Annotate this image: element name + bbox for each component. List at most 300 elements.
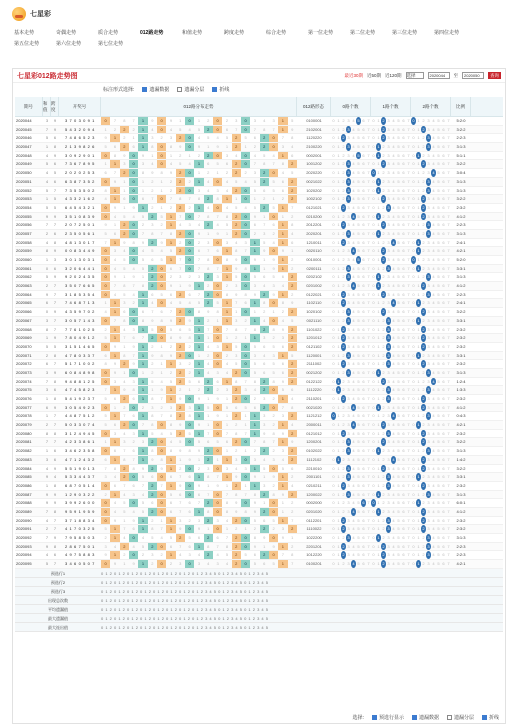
zone-cell: 2 <box>272 448 275 454</box>
zone-cell: 2 <box>253 396 257 401</box>
span-cell: 9 <box>53 309 57 315</box>
count-cell: 4 <box>352 500 355 506</box>
count-cell: 2 <box>422 343 425 349</box>
numbers-cell: 3 9 9 2 6 0 0 <box>64 500 96 506</box>
count-cell: 5 <box>397 491 400 497</box>
zone-cell: 4 <box>281 170 285 176</box>
zone-cell: 0 <box>101 317 110 325</box>
count-cell: 2 <box>422 257 425 262</box>
zone-cell: 0 <box>269 465 278 473</box>
count-cell: 6 <box>402 213 405 219</box>
zone-cell: 0 <box>157 152 166 160</box>
count-cell: 2 <box>342 283 345 289</box>
zone-cell: 1 <box>110 386 119 394</box>
nav-item[interactable]: 第四位走势 <box>434 30 460 36</box>
zone-cell: 0 <box>241 213 250 221</box>
table-body <box>15 117 503 569</box>
zone-cell: 8 <box>253 378 257 384</box>
count-cell: 3 <box>427 535 430 540</box>
count-cell: 1 <box>417 126 420 132</box>
count-cell: 7 <box>407 543 410 549</box>
zone-cell: 2 <box>204 291 213 299</box>
zone-cell: 8 <box>207 265 210 271</box>
count-cell: 5 <box>357 265 360 271</box>
count-cell: 1 <box>337 543 340 549</box>
nav-item[interactable]: 第五位走势 <box>14 41 40 47</box>
zone-cell: 2 <box>272 482 275 488</box>
span-cell: 8 <box>53 378 57 384</box>
table-row <box>15 369 503 378</box>
recent-30-link[interactable]: 最近30期 <box>344 72 363 78</box>
count-cell: 2 <box>422 543 425 549</box>
zone-cell: 9 <box>132 204 135 210</box>
count-cell: 4 <box>432 187 435 193</box>
count-cell: 1 <box>377 335 380 341</box>
nav-item[interactable]: 第六位走势 <box>56 41 82 47</box>
zone-cell: 4 <box>169 126 173 132</box>
zone-cell: 2 <box>169 343 173 349</box>
nav-item[interactable]: 基本走势 <box>14 30 35 36</box>
zone-cells <box>101 282 297 290</box>
count-cell: 2 <box>422 361 425 367</box>
zone-cell: 2 <box>151 204 154 210</box>
period-select[interactable]: 选择 <box>406 72 424 79</box>
count-cell: 0 <box>412 474 415 480</box>
zone-cell: 2 <box>260 178 269 186</box>
count-cell: 4 <box>432 491 435 497</box>
count-cell: 6 <box>402 204 405 210</box>
count-cell: 6 <box>442 396 445 401</box>
sum-cell: 3 <box>45 118 49 123</box>
count-cell: 7 <box>407 274 410 280</box>
count-cell: 7 <box>447 508 450 514</box>
zone-cell: 1 <box>278 560 287 568</box>
count-cell: 1 <box>337 369 340 375</box>
span-cell: 9 <box>53 213 57 219</box>
zone-cell: 0 <box>101 291 110 299</box>
count-cell: 5 <box>397 396 400 401</box>
code-cell: 1001202 <box>306 161 322 167</box>
count-cell: 5 <box>437 326 440 332</box>
count-cell: 4 <box>352 326 355 332</box>
count-cell: 2 <box>342 404 345 410</box>
zone-cell: 0 <box>157 543 166 551</box>
count-cell: 6 <box>362 404 365 410</box>
zone-cell: 3 <box>113 378 117 384</box>
count-cells <box>331 430 451 438</box>
ratio-cell: 3:1:3 <box>456 369 466 375</box>
period-cell: 2020059 <box>16 248 32 254</box>
nav-item[interactable]: 和值走势 <box>182 30 203 36</box>
count-cell: 3 <box>347 343 350 349</box>
count-cell: 5 <box>357 178 360 184</box>
count-cell: 2 <box>382 448 385 454</box>
count-cell: 7 <box>407 291 410 297</box>
footer-opt-layer[interactable] <box>447 714 474 721</box>
period-cell: 2020073 <box>16 369 32 375</box>
count-cell: 6 <box>402 439 405 445</box>
zone-cell: 8 <box>151 526 154 532</box>
count-cell: 7 <box>407 526 410 532</box>
zone-cell: 2 <box>263 196 266 202</box>
count-cell: 3 <box>347 291 350 297</box>
zone-cells <box>101 525 297 533</box>
count-cell: 5 <box>357 152 360 158</box>
count-cell: 1 <box>377 517 380 523</box>
count-cell: 7 <box>367 317 370 323</box>
count-cell: 5 <box>357 118 360 123</box>
zone-cell: 3 <box>113 248 117 254</box>
zone-cell: 6 <box>291 387 294 393</box>
count-cell: 4 <box>392 257 395 262</box>
zone-cell: 2 <box>204 378 213 386</box>
count-cell: 0 <box>332 326 335 332</box>
count-cell: 0 <box>412 283 415 289</box>
span-cell: 7 <box>53 300 57 306</box>
count-cell: 3 <box>347 361 350 367</box>
zone-cell: 2 <box>232 134 241 142</box>
zone-cell: 2 <box>225 283 229 289</box>
count-cell: 5 <box>437 126 440 132</box>
count-cell: 0 <box>372 491 375 497</box>
count-cell: 3 <box>387 456 390 462</box>
count-cell: 1 <box>417 161 420 167</box>
zone-cell: 9 <box>253 257 257 262</box>
footer-opt-missing[interactable] <box>412 714 439 721</box>
span-cell: 8 <box>53 543 57 549</box>
count-cell: 3 <box>387 413 390 419</box>
count-cell: 1 <box>337 456 340 462</box>
count-cell: 3 <box>427 378 430 384</box>
count-cell: 0 <box>412 465 415 471</box>
zone-cell: 1 <box>166 213 175 221</box>
count-cell: 5 <box>437 482 440 488</box>
zone-cell: 9 <box>197 396 201 401</box>
count-cell: 4 <box>432 352 435 358</box>
count-cell: 5 <box>437 439 440 445</box>
span-cell: 6 <box>53 552 57 558</box>
zone-cell: 2 <box>188 274 191 280</box>
count-cell: 0 <box>332 413 335 419</box>
zone-cell: 2 <box>232 395 241 403</box>
nav-item[interactable]: 质合走势 <box>98 30 119 36</box>
zone-cell: 9 <box>151 456 154 462</box>
numbers-cell: 4 1 7 0 3 2 5 <box>64 526 96 532</box>
zone-cell: 0 <box>241 438 250 446</box>
zone-cell: 2 <box>288 282 297 290</box>
zone-cell: 5 <box>225 222 229 228</box>
zone-cell: 2 <box>216 387 219 393</box>
zone-cell: 8 <box>169 413 173 419</box>
period-cell: 2020062 <box>16 274 32 280</box>
count-cell: 5 <box>397 517 400 523</box>
count-cell: 7 <box>367 500 370 506</box>
ratio-cell: 2:3:2 <box>456 361 466 367</box>
count-cell: 5 <box>357 543 360 549</box>
zone-cell: 1 <box>188 152 191 158</box>
count-cell: 6 <box>362 430 365 436</box>
zone-cell: 1 <box>138 352 147 360</box>
nav-item[interactable]: 综合走势 <box>266 30 287 36</box>
count-cell: 2 <box>342 352 345 358</box>
nav-item[interactable]: 第三位走势 <box>392 30 418 36</box>
count-cell: 2 <box>342 422 345 428</box>
zone-cell: 6 <box>113 396 117 401</box>
sum-cell: 9 <box>45 213 49 219</box>
zone-cell: 2 <box>179 387 182 393</box>
numbers-cell: 3 1 5 1 4 6 5 <box>64 343 96 349</box>
count-cell: 6 <box>362 326 365 332</box>
nav-item[interactable]: 第七位走势 <box>98 41 124 47</box>
count-cell: 1 <box>417 526 420 532</box>
count-cell: 2 <box>382 300 385 306</box>
count-cell: 4 <box>432 378 435 384</box>
count-cells <box>331 169 451 177</box>
nav-item[interactable]: 奇偶走势 <box>56 30 77 36</box>
zone-cell: 2 <box>207 352 210 358</box>
to-input[interactable]: 2020050 <box>462 72 484 79</box>
count-cell: 3 <box>427 291 430 297</box>
count-cell: 2 <box>342 230 345 236</box>
zone-cell: 2 <box>204 447 213 455</box>
period-cell: 2020088 <box>16 500 32 506</box>
count-cell: 3 <box>347 561 350 567</box>
query-button[interactable]: 查询 <box>490 73 499 78</box>
count-cell: 0 <box>372 482 375 488</box>
count-cell: 1 <box>417 222 420 228</box>
ratio-cell: 1:3:3 <box>456 387 466 393</box>
zone-cell: 4 <box>179 552 182 558</box>
zone-cell: 2 <box>232 169 241 177</box>
zone-cell: 1 <box>160 343 163 349</box>
zone-cell: 2 <box>204 299 213 307</box>
count-cell: 5 <box>397 378 400 384</box>
count-cell: 3 <box>427 283 430 289</box>
zone-cell: 5 <box>272 517 275 523</box>
zone-cell: 1 <box>138 117 147 125</box>
zone-cell: 9 <box>272 474 275 480</box>
zone-cell: 1 <box>197 456 201 462</box>
count-cell: 6 <box>402 291 405 297</box>
zone-cell: 1 <box>222 265 231 273</box>
count-cell: 3 <box>427 439 430 445</box>
count-cell: 5 <box>437 265 440 271</box>
zone-cell: 6 <box>132 448 135 454</box>
count-cell: 0 <box>412 448 415 454</box>
sum-cell: 6 <box>45 404 49 410</box>
table-row <box>15 360 503 369</box>
count-cell: 5 <box>437 352 440 358</box>
count-cells <box>331 543 451 551</box>
count-cell: 5 <box>437 517 440 523</box>
count-cell: 7 <box>447 448 450 454</box>
count-cell: 3 <box>387 508 390 514</box>
count-cell: 7 <box>367 144 370 150</box>
sum-cell: 4 <box>45 465 49 471</box>
zone-cell: 1 <box>110 491 119 499</box>
count-cell: 6 <box>362 543 365 549</box>
footer-opt-line[interactable] <box>482 714 499 721</box>
count-cells <box>331 412 451 420</box>
zone-cell: 6 <box>104 456 107 462</box>
count-cell: 3 <box>387 178 390 184</box>
period-cell: 2020095 <box>16 561 32 567</box>
option-layer[interactable] <box>177 86 204 93</box>
count-cell: 7 <box>447 352 450 358</box>
count-cells <box>331 291 451 299</box>
zone-cell: 9 <box>216 230 219 236</box>
zone-cell: 8 <box>197 196 201 202</box>
count-cell: 6 <box>362 378 365 384</box>
count-cell: 0 <box>332 343 335 349</box>
count-cells <box>331 126 451 134</box>
zone-cell: 1 <box>138 456 147 464</box>
count-cell: 7 <box>447 422 450 428</box>
zone-cell: 1 <box>281 508 285 514</box>
numbers-cell: 4 9 7 5 8 8 3 <box>64 552 96 558</box>
zone-cell: 6 <box>281 343 285 349</box>
zone-cell: 8 <box>216 309 219 315</box>
count-cell: 4 <box>352 222 355 228</box>
count-cell: 4 <box>432 135 435 141</box>
count-cell: 6 <box>362 500 365 506</box>
zone-cell: 7 <box>179 508 182 514</box>
count-cell: 7 <box>407 222 410 228</box>
zone-cell: 2 <box>288 178 297 186</box>
count-cell: 1 <box>377 526 380 532</box>
zone-cell: 4 <box>216 222 219 228</box>
zone-cell: 0 <box>185 213 194 221</box>
count-cell: 4 <box>432 561 435 567</box>
zone-cell: 2 <box>160 552 163 558</box>
numbers-cell: 2 0 7 2 5 0 1 <box>64 222 96 228</box>
count-cell: 2 <box>422 178 425 184</box>
count-cell: 3 <box>427 508 430 514</box>
zone-cell: 2 <box>260 134 269 142</box>
sum-cell: 3 <box>45 387 49 393</box>
count-cell: 2 <box>422 126 425 132</box>
count-cell: 2 <box>422 491 425 497</box>
zone-cell: 0 <box>213 291 222 299</box>
count-cell: 4 <box>352 274 355 280</box>
count-cell: 2 <box>342 248 345 254</box>
nav-item[interactable]: 跨度走势 <box>224 30 245 36</box>
count-cell: 7 <box>367 187 370 193</box>
zone-cell: 6 <box>169 543 173 549</box>
zone-cell: 5 <box>104 413 107 419</box>
nav-item[interactable]: 012路走势 <box>140 30 164 36</box>
footer-opt-preselect[interactable] <box>372 714 404 721</box>
count-cell: 3 <box>427 170 430 176</box>
zone-cell: 1 <box>278 152 287 160</box>
count-cell: 0 <box>372 430 375 436</box>
count-cell: 7 <box>447 248 450 254</box>
zone-cell: 9 <box>141 465 145 471</box>
count-cell: 0 <box>372 396 375 401</box>
numbers-cell: 3 4 6 2 3 5 8 <box>64 448 96 454</box>
count-cell: 6 <box>402 361 405 367</box>
nav-item[interactable]: 第一位走势 <box>308 30 334 36</box>
header-span: 跨度 <box>51 97 59 116</box>
zone-cell: 9 <box>235 265 238 271</box>
ratio-cell: 5:1:1 <box>456 152 466 158</box>
zone-cell: 2 <box>291 543 294 549</box>
table-row <box>15 395 503 404</box>
count-cell: 1 <box>337 257 340 262</box>
zone-cell: 9 <box>263 535 266 540</box>
zone-cell: 3 <box>263 335 266 341</box>
ratio-cell: 2:2:3 <box>456 552 466 558</box>
from-input[interactable]: 2020044 <box>428 72 450 79</box>
zone-cells <box>101 195 297 203</box>
zone-cell: 3 <box>123 161 126 167</box>
option-missing[interactable] <box>142 86 169 93</box>
recent-50-link[interactable]: 近50期 <box>366 72 381 78</box>
checkbox-icon <box>447 715 452 720</box>
recent-120-link[interactable]: 近120期 <box>384 72 402 78</box>
zone-cell: 0 <box>185 117 194 125</box>
zone-cell: 9 <box>235 257 238 262</box>
zone-cell: 7 <box>207 491 210 497</box>
zone-cell: 5 <box>207 135 210 141</box>
count-cell: 4 <box>432 456 435 462</box>
zone-cell: 2 <box>288 525 297 533</box>
count-cell: 4 <box>432 552 435 558</box>
count-cell: 7 <box>367 274 370 280</box>
count-cell: 2 <box>382 161 385 167</box>
zone-cell: 1 <box>281 213 285 219</box>
count-cell: 1 <box>417 213 420 219</box>
zone-cell: 4 <box>291 482 294 488</box>
count-cell: 3 <box>347 413 350 419</box>
count-cell: 1 <box>337 239 340 245</box>
zone-cell: 2 <box>288 412 297 420</box>
zone-cell: 9 <box>132 561 135 567</box>
count-cell: 6 <box>442 439 445 445</box>
zone-cell: 0 <box>213 421 222 429</box>
zone-cell: 9 <box>281 378 285 384</box>
count-cell: 7 <box>407 178 410 184</box>
count-cell: 2 <box>382 239 385 245</box>
count-cell: 6 <box>402 517 405 523</box>
zone-cell: 0 <box>213 447 222 455</box>
zone-cell: 2 <box>132 439 135 445</box>
zone-cell: 4 <box>141 535 145 540</box>
option-line[interactable] <box>212 86 229 93</box>
zone-cell: 7 <box>113 283 117 289</box>
nav-item[interactable]: 第二位走势 <box>350 30 376 36</box>
zone-cell: 1 <box>123 274 126 280</box>
count-cell: 4 <box>432 361 435 367</box>
zone-cell: 0 <box>241 534 250 542</box>
count-cell: 4 <box>352 561 355 567</box>
zone-cell: 1 <box>250 265 259 273</box>
count-cell: 0 <box>332 170 335 176</box>
count-cell: 1 <box>417 413 420 419</box>
zone-cell: 2 <box>148 213 157 221</box>
zone-cell: 5 <box>216 300 219 306</box>
chart-panel <box>12 68 506 724</box>
count-cell: 2 <box>422 283 425 289</box>
zone-cell: 5 <box>272 178 275 184</box>
count-cell: 6 <box>402 187 405 193</box>
ratio-cell: 2:2:3 <box>456 543 466 549</box>
zone-cell: 2 <box>151 517 154 523</box>
zone-cell: 2 <box>260 404 269 412</box>
table-row <box>15 273 503 282</box>
zone-cell: 1 <box>235 196 238 202</box>
count-cell: 4 <box>432 326 435 332</box>
